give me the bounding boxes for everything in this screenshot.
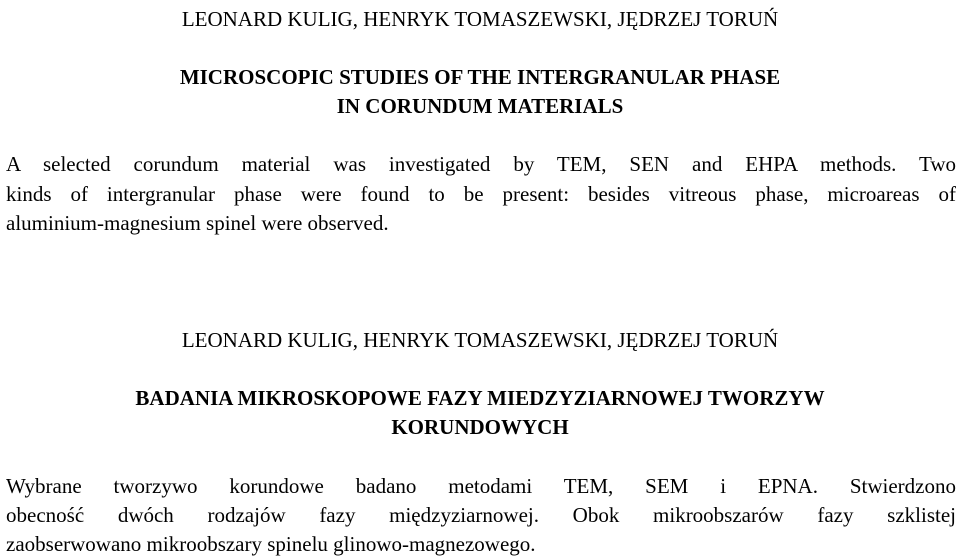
polish-abstract-line-1: Wybrane tworzywo korundowe badano metodami TEM, SEM i EPNA. Stwierdzono [6, 474, 956, 498]
english-title-line-2: IN CORUNDUM MATERIALS [336, 94, 624, 118]
polish-abstract-line-3: zaobserwowano mikroobszary spinelu glinowo-magnezowego. [6, 532, 536, 556]
english-abstract-line-3: aluminium-magnesium spinel were observed. [6, 211, 389, 235]
english-title-line-1: MICROSCOPIC STUDIES OF THE INTERGRANULAR PHASE [179, 65, 781, 89]
english-abstract-line-1: A selected corundum material was investigated by TEM, SEN and EHPA methods. Two [6, 152, 956, 176]
english-authors: LEONARD KULIG, HENRYK TOMASZEWSKI, JĘDRZEJ TORUŃ [181, 7, 779, 31]
polish-title-line-1: BADANIA MIKROSKOPOWE FAZY MIEDZYZIARNOWEJ TWORZYW [135, 386, 825, 410]
polish-authors: LEONARD KULIG, HENRYK TOMASZEWSKI, JĘDRZEJ TORUŃ [181, 328, 779, 352]
english-abstract-line-2: kinds of intergranular phase were found to be present: besides vitreous phase, microareas of [6, 182, 956, 206]
polish-title-line-2: KORUNDOWYCH [391, 415, 569, 439]
polish-abstract-line-2: obecność dwóch rodzajów fazy międzyziarnowej. Obok mikroobszarów fazy szklistej [6, 503, 956, 527]
